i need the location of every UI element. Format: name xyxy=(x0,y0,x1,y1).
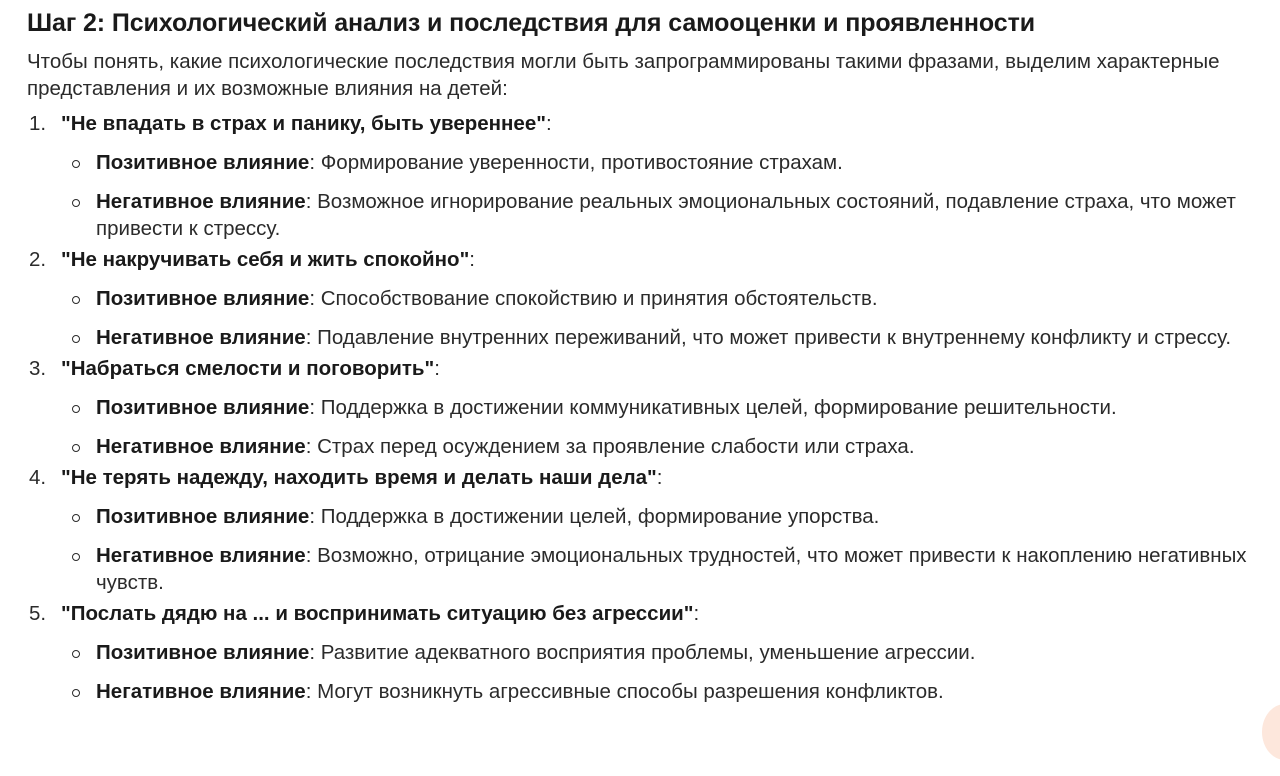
negative-label: Негативное влияние xyxy=(96,680,306,703)
positive-effect xyxy=(27,149,1276,176)
positive-label: Позитивное влияние xyxy=(96,287,310,310)
phrase-quote: "Не терять надежду, находить время и делать наши дела" xyxy=(61,466,657,489)
negative-label: Негативное влияние xyxy=(96,544,306,567)
circle-bullet-icon xyxy=(72,553,80,561)
circle-bullet-icon xyxy=(72,199,80,207)
positive-text: : Поддержка в достижении коммуникативных целей, формирование решительности. xyxy=(309,396,1117,419)
positive-text: : Развитие адекватного восприятия проблемы, уменьшение агрессии. xyxy=(309,641,976,664)
item-number: 3. xyxy=(29,357,47,380)
positive-effect xyxy=(27,285,1276,312)
list-item xyxy=(27,110,1277,242)
positive-effect xyxy=(27,503,1276,530)
phrase-heading xyxy=(27,246,1277,273)
phrase-quote: "Не впадать в страх и панику, быть увереннее" xyxy=(61,112,546,135)
colon: : xyxy=(434,357,440,380)
section-title: Шаг 2: Психологический анализ и последствия для самооценки и проявленности xyxy=(27,9,1035,37)
negative-label: Негативное влияние xyxy=(96,190,306,213)
circle-bullet-icon xyxy=(72,689,80,697)
circle-bullet-icon xyxy=(72,444,80,452)
item-number: 5. xyxy=(29,602,47,625)
effects-list xyxy=(27,503,1277,596)
negative-effect xyxy=(27,188,1276,242)
phrase-heading xyxy=(27,110,1277,137)
positive-text: : Поддержка в достижении целей, формирование упорства. xyxy=(309,505,880,528)
effects-list xyxy=(27,394,1277,460)
list-item xyxy=(27,246,1277,351)
circle-bullet-icon xyxy=(72,405,80,413)
circle-bullet-icon xyxy=(72,296,80,304)
item-number: 2. xyxy=(29,248,47,271)
positive-label: Позитивное влияние xyxy=(96,151,310,174)
negative-text: : Могут возникнуть агрессивные способы разрешения конфликтов. xyxy=(305,680,944,703)
effects-list xyxy=(27,639,1277,705)
item-number: 4. xyxy=(29,466,47,489)
negative-text: : Подавление внутренних переживаний, что может привести к внутреннему конфликту и стрессу. xyxy=(305,326,1232,349)
scroll-to-bottom-button[interactable] xyxy=(1262,704,1280,760)
effects-list xyxy=(27,149,1277,242)
circle-bullet-icon xyxy=(72,160,80,168)
negative-label: Негативное влияние xyxy=(96,435,306,458)
negative-text: : Страх перед осуждением за проявление слабости или страха. xyxy=(305,435,915,458)
positive-text: : Формирование уверенности, противостояние страхам. xyxy=(309,151,843,174)
list-item xyxy=(27,600,1277,705)
list-item xyxy=(27,464,1277,596)
phrase-heading xyxy=(27,600,1277,627)
negative-effect xyxy=(27,324,1276,351)
list-item xyxy=(27,355,1277,460)
negative-label: Негативное влияние xyxy=(96,326,306,349)
effects-list xyxy=(27,285,1277,351)
document xyxy=(27,0,1277,705)
negative-effect xyxy=(27,433,1276,460)
phrase-quote: "Не накручивать себя и жить спокойно" xyxy=(61,248,470,271)
positive-label: Позитивное влияние xyxy=(96,396,310,419)
circle-bullet-icon xyxy=(72,650,80,658)
circle-bullet-icon xyxy=(72,514,80,522)
phrase-list xyxy=(27,110,1277,705)
phrase-heading xyxy=(27,355,1277,382)
colon: : xyxy=(693,602,700,625)
phrase-quote: "Набраться смелости и поговорить" xyxy=(61,357,435,380)
phrase-quote: "Послать дядю на ... и воспринимать ситуацию без агрессии" xyxy=(61,602,694,625)
negative-text: : Возможно, отрицание эмоциональных трудностей, что может привести к накоплению негативных чувств. xyxy=(96,544,1247,594)
colon: : xyxy=(469,248,475,271)
negative-text: : Возможное игнорирование реальных эмоциональных состояний, подавление страха, что может привести к стрессу. xyxy=(96,190,1236,240)
negative-effect xyxy=(27,678,1276,705)
circle-bullet-icon xyxy=(72,335,80,343)
positive-effect xyxy=(27,394,1276,421)
negative-effect xyxy=(27,542,1276,596)
phrase-heading xyxy=(27,464,1277,491)
positive-effect xyxy=(27,639,1276,666)
positive-label: Позитивное влияние xyxy=(96,505,310,528)
positive-label: Позитивное влияние xyxy=(96,641,310,664)
intro-paragraph: Чтобы понять, какие психологические последствия могли быть запрограммированы такими фразами, выделим характерные представления и их возможные влияния на детей: xyxy=(27,50,1220,100)
colon: : xyxy=(656,466,663,489)
colon: : xyxy=(545,112,552,135)
item-number: 1. xyxy=(29,112,47,135)
positive-text: : Способствование спокойствию и принятия обстоятельств. xyxy=(309,287,878,310)
